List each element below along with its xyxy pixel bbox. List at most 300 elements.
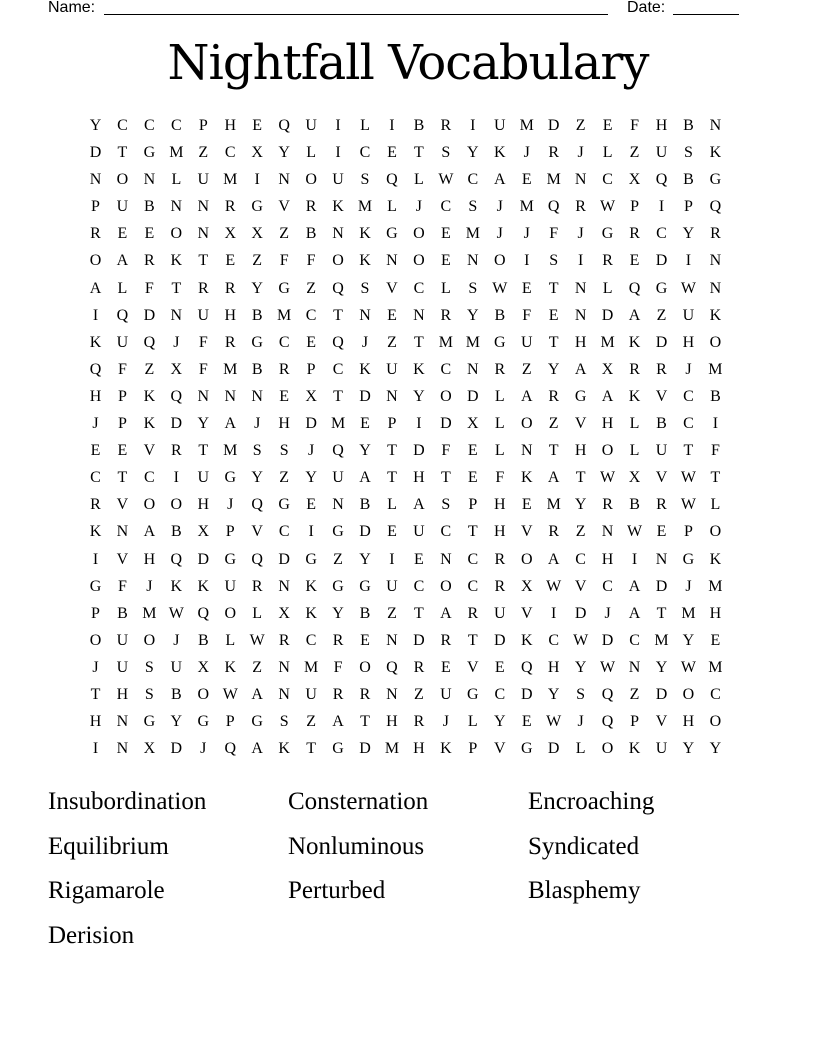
grid-letter: F	[117, 360, 127, 378]
grid-letter: B	[710, 387, 721, 405]
grid-letter: L	[387, 496, 397, 514]
grid-letter: I	[92, 740, 99, 758]
grid-letter: Z	[414, 685, 424, 703]
grid-letter: G	[251, 198, 263, 216]
grid-letter: T	[710, 469, 721, 487]
grid-letter: U	[493, 117, 506, 134]
grid-letter: A	[251, 685, 263, 703]
grid-letter: U	[116, 198, 129, 216]
date-label: Date:	[627, 0, 666, 16]
grid-letter: I	[308, 523, 314, 541]
grid-letter: D	[601, 306, 614, 324]
grid-letter: U	[332, 469, 344, 487]
grid-letter: L	[710, 496, 721, 514]
grid-letter: X	[170, 360, 183, 378]
grid-letter: Z	[252, 252, 263, 270]
grid-letter: V	[116, 550, 129, 568]
grid-letter: M	[708, 577, 723, 595]
grid-letter: R	[494, 550, 506, 568]
grid-letter: F	[198, 333, 208, 351]
grid-letter: E	[360, 631, 370, 649]
grid-letter: G	[89, 577, 102, 595]
grid-letter: N	[278, 577, 290, 595]
grid-letter: V	[143, 442, 156, 460]
grid-letter: A	[116, 252, 129, 270]
grid-letter: C	[305, 631, 317, 649]
grid-letter: I	[551, 604, 557, 622]
grid-letter: T	[198, 442, 209, 460]
grid-letter: V	[574, 415, 587, 433]
grid-letter: Z	[575, 523, 586, 541]
grid-letter: N	[574, 171, 587, 189]
grid-letter: U	[116, 631, 129, 649]
grid-letter: Y	[467, 144, 479, 162]
grid-letter: O	[440, 387, 452, 405]
grid-letter: L	[494, 442, 505, 460]
worksheet-header	[48, 0, 748, 19]
grid-letter: E	[440, 658, 451, 676]
grid-letter: X	[601, 360, 614, 378]
grid-letter: Q	[143, 333, 156, 351]
grid-letter: E	[306, 496, 316, 514]
grid-letter: K	[305, 577, 317, 595]
grid-row	[82, 708, 729, 735]
word-list-item: Insubordination	[48, 788, 207, 815]
grid-letter: I	[335, 117, 341, 134]
grid-letter: J	[173, 333, 180, 351]
grid-letter: N	[116, 740, 129, 758]
grid-letter: O	[413, 252, 425, 270]
grid-letter: K	[709, 550, 722, 568]
grid-letter: P	[387, 415, 397, 433]
grid-letter: M	[169, 144, 184, 162]
grid-letter: E	[440, 252, 451, 270]
grid-letter: I	[416, 415, 422, 433]
grid-letter: U	[305, 685, 317, 703]
grid-letter: Z	[279, 469, 290, 487]
grid-letter: Y	[709, 740, 722, 758]
grid-letter: Q	[224, 740, 237, 758]
grid-letter: R	[548, 387, 560, 405]
grid-letter: E	[387, 144, 397, 162]
grid-letter: C	[656, 225, 667, 243]
grid-letter: D	[413, 631, 425, 649]
grid-letter: H	[574, 442, 587, 460]
grid-letter: X	[278, 604, 290, 622]
grid-letter: O	[305, 171, 317, 189]
grid-letter: J	[415, 198, 423, 216]
grid-letter: D	[655, 252, 668, 270]
grid-letter: E	[414, 550, 424, 568]
grid-letter: X	[224, 225, 237, 243]
grid-letter: Y	[574, 496, 587, 514]
grid-letter: D	[547, 740, 560, 758]
grid-letter: O	[332, 252, 344, 270]
grid-letter: H	[386, 713, 398, 731]
grid-letter: P	[468, 496, 478, 514]
grid-letter: A	[628, 306, 641, 324]
grid-letter: Y	[413, 387, 425, 405]
grid-letter: L	[252, 604, 263, 622]
grid-letter: B	[117, 604, 128, 622]
grid-letter: Q	[332, 333, 344, 351]
grid-letter: S	[468, 198, 478, 216]
grid-letter: S	[441, 496, 451, 514]
grid-letter: A	[547, 469, 560, 487]
grid-letter: C	[602, 171, 613, 189]
grid-letter: S	[576, 685, 586, 703]
grid-letter: N	[467, 360, 479, 378]
grid-letter: R	[575, 198, 586, 216]
grid-letter: Z	[521, 360, 532, 378]
grid-letter: B	[171, 685, 182, 703]
grid-letter: B	[683, 117, 694, 134]
grid-letter: N	[413, 306, 425, 324]
grid-letter: I	[92, 550, 99, 568]
grid-letter: G	[143, 144, 156, 162]
grid-letter: M	[654, 631, 669, 649]
grid-letter: E	[225, 252, 236, 270]
grid-letter: O	[170, 496, 183, 514]
grid-letter: U	[655, 442, 668, 460]
grid-letter: X	[628, 171, 641, 189]
grid-letter: G	[682, 550, 695, 568]
grid-letter: C	[305, 306, 317, 324]
grid-letter: K	[359, 225, 371, 243]
grid-letter: C	[440, 523, 452, 541]
grid-letter: J	[685, 577, 692, 595]
grid-letter: G	[278, 496, 290, 514]
grid-letter: U	[305, 117, 317, 134]
grid-letter: F	[279, 252, 289, 270]
grid-letter: K	[332, 198, 344, 216]
grid-letter: F	[630, 117, 639, 134]
grid-letter: Y	[197, 415, 210, 433]
grid-letter: K	[709, 144, 722, 162]
grid-letter: R	[332, 631, 344, 649]
grid-letter: U	[493, 604, 506, 622]
page-title: Nightfall Vocabulary	[167, 35, 649, 91]
grid-letter: D	[655, 577, 668, 595]
grid-letter: A	[628, 577, 641, 595]
grid-letter: Z	[387, 604, 397, 622]
grid-letter: U	[413, 523, 425, 541]
grid-letter: E	[440, 225, 451, 243]
grid-letter: R	[602, 496, 613, 514]
grid-letter: W	[680, 469, 696, 487]
grid-letter: T	[656, 604, 667, 622]
grid-letter: J	[200, 740, 207, 758]
grid-letter: N	[197, 225, 210, 243]
grid-letter: F	[522, 306, 532, 324]
grid-letter: V	[520, 604, 533, 622]
grid-letter: D	[601, 631, 614, 649]
grid-letter: W	[438, 171, 454, 189]
grid-letter: U	[224, 577, 237, 595]
grid-letter: A	[574, 360, 587, 378]
grid-letter: Q	[89, 360, 102, 378]
grid-letter: G	[467, 685, 479, 703]
grid-letter: C	[171, 117, 182, 134]
grid-letter: I	[631, 550, 638, 568]
grid-letter: S	[252, 442, 262, 460]
grid-letter: S	[360, 171, 370, 189]
grid-letter: O	[709, 333, 722, 351]
grid-letter: T	[117, 144, 128, 162]
grid-letter: Q	[116, 306, 129, 324]
grid-letter: G	[197, 713, 210, 731]
grid-letter: B	[683, 171, 694, 189]
grid-letter: P	[198, 117, 208, 134]
grid-letter: G	[224, 469, 237, 487]
grid-letter: N	[89, 171, 102, 189]
grid-letter: J	[146, 577, 153, 595]
grid-letter: S	[360, 279, 370, 297]
grid-letter: K	[170, 252, 183, 270]
grid-letter: C	[144, 117, 155, 134]
grid-row	[82, 356, 729, 383]
grid-letter: V	[520, 523, 533, 541]
grid-letter: K	[628, 333, 641, 351]
grid-letter: B	[171, 523, 182, 541]
grid-letter: T	[387, 469, 397, 487]
grid-letter: G	[709, 171, 722, 189]
grid-letter: V	[493, 740, 506, 758]
grid-letter: Z	[306, 279, 316, 297]
grid-letter: E	[521, 171, 532, 189]
grid-letter: G	[278, 279, 290, 297]
grid-letter: T	[306, 740, 316, 758]
grid-letter: O	[143, 631, 156, 649]
grid-letter: A	[520, 387, 533, 405]
grid-letter: O	[143, 496, 156, 514]
grid-letter: K	[520, 469, 533, 487]
grid-letter: H	[682, 333, 695, 351]
grid-letter: A	[251, 740, 263, 758]
grid-letter: M	[465, 225, 480, 243]
grid-letter: R	[224, 198, 236, 216]
grid-letter: O	[682, 685, 695, 703]
grid-letter: K	[520, 631, 533, 649]
grid-letter: D	[413, 442, 425, 460]
grid-letter: W	[680, 496, 696, 514]
grid-letter: P	[225, 523, 235, 541]
grid-letter: H	[413, 740, 425, 758]
grid-letter: Z	[279, 225, 290, 243]
grid-letter: J	[577, 144, 584, 162]
grid-letter: N	[574, 306, 587, 324]
grid-letter: C	[413, 279, 425, 297]
grid-letter: Y	[89, 117, 102, 134]
grid-letter: B	[359, 604, 371, 622]
grid-letter: O	[413, 225, 425, 243]
grid-letter: M	[223, 442, 238, 460]
grid-row	[82, 681, 729, 708]
grid-letter: M	[681, 604, 696, 622]
grid-row	[82, 302, 729, 329]
grid-letter: W	[626, 523, 643, 541]
grid-letter: K	[305, 604, 317, 622]
grid-letter: L	[629, 442, 640, 460]
grid-letter: D	[278, 550, 290, 568]
grid-letter: X	[305, 387, 317, 405]
grid-letter: H	[655, 117, 668, 134]
grid-letter: H	[574, 333, 587, 351]
grid-letter: T	[575, 469, 586, 487]
grid-letter: Z	[629, 685, 640, 703]
grid-letter: H	[682, 713, 695, 731]
grid-letter: Z	[629, 144, 640, 162]
grid-letter: I	[524, 252, 530, 270]
grid-letter: O	[601, 740, 614, 758]
grid-letter: W	[492, 279, 508, 297]
grid-letter: N	[467, 252, 479, 270]
grid-row	[82, 546, 729, 573]
grid-letter: U	[655, 740, 668, 758]
grid-letter: C	[575, 550, 586, 568]
grid-letter: R	[548, 144, 560, 162]
grid-letter: S	[468, 279, 478, 297]
grid-letter: E	[144, 225, 155, 243]
grid-letter: Q	[655, 171, 668, 189]
grid-letter: S	[279, 442, 289, 460]
grid-letter: X	[251, 225, 263, 243]
grid-letter: K	[278, 740, 290, 758]
grid-row	[82, 518, 729, 545]
grid-letter: M	[600, 333, 615, 351]
grid-letter: F	[333, 658, 343, 676]
grid-letter: Q	[251, 496, 263, 514]
grid-letter: E	[494, 658, 505, 676]
grid-letter: U	[197, 306, 210, 324]
grid-letter: S	[683, 144, 693, 162]
grid-row	[82, 275, 729, 302]
grid-letter: K	[413, 360, 425, 378]
grid-letter: I	[389, 550, 395, 568]
grid-letter: V	[278, 198, 290, 216]
grid-letter: N	[116, 523, 129, 541]
grid-letter: V	[116, 496, 129, 514]
grid-letter: L	[225, 631, 236, 649]
grid-letter: E	[387, 306, 397, 324]
grid-letter: H	[143, 550, 156, 568]
grid-letter: S	[549, 252, 559, 270]
grid-row	[82, 166, 729, 193]
word-list-item: Nonluminous	[288, 832, 425, 860]
grid-letter: K	[628, 387, 641, 405]
word-list-item: Equilibrium	[48, 832, 169, 860]
grid-letter: L	[602, 144, 613, 162]
grid-letter: O	[197, 685, 210, 703]
grid-letter: B	[413, 117, 425, 134]
grid-letter: R	[278, 360, 290, 378]
grid-letter: M	[303, 658, 319, 676]
grid-row	[82, 139, 729, 166]
grid-letter: L	[414, 171, 424, 189]
grid-letter: H	[224, 306, 237, 324]
name-blank-line	[104, 14, 608, 15]
grid-letter: R	[548, 523, 560, 541]
grid-letter: O	[440, 577, 452, 595]
grid-letter: Q	[278, 117, 290, 134]
word-list-item: Encroaching	[528, 788, 655, 815]
grid-letter: F	[441, 442, 451, 460]
grid-letter: N	[709, 279, 722, 297]
grid-letter: J	[442, 713, 449, 731]
grid-letter: C	[467, 550, 479, 568]
grid-letter: T	[683, 442, 694, 460]
grid-letter: P	[630, 198, 639, 216]
grid-letter: B	[629, 496, 640, 514]
grid-letter: W	[680, 279, 696, 297]
grid-letter: Y	[170, 713, 183, 731]
grid-letter: C	[629, 631, 640, 649]
grid-letter: K	[628, 740, 641, 758]
grid-letter: K	[197, 577, 210, 595]
grid-letter: X	[197, 658, 210, 676]
grid-letter: S	[441, 144, 451, 162]
grid-letter: Y	[547, 360, 560, 378]
grid-letter: M	[277, 306, 292, 324]
grid-letter: T	[387, 442, 397, 460]
word-search-grid	[82, 112, 729, 762]
grid-row	[82, 491, 729, 518]
grid-letter: N	[709, 252, 722, 270]
grid-letter: L	[306, 144, 316, 162]
grid-letter: J	[496, 198, 503, 216]
grid-letter: A	[89, 279, 102, 297]
grid-letter: G	[574, 387, 587, 405]
grid-letter: B	[144, 198, 155, 216]
grid-letter: U	[655, 144, 668, 162]
grid-letter: F	[198, 360, 208, 378]
grid-letter: M	[708, 658, 723, 676]
grid-letter: W	[546, 713, 562, 731]
grid-letter: P	[683, 523, 693, 541]
grid-letter: U	[386, 360, 398, 378]
grid-letter: J	[577, 713, 584, 731]
grid-letter: U	[386, 577, 398, 595]
grid-letter: P	[225, 713, 235, 731]
grid-row	[82, 654, 729, 681]
grid-letter: H	[197, 496, 210, 514]
grid-letter: C	[440, 198, 452, 216]
grid-letter: A	[547, 550, 560, 568]
grid-letter: N	[197, 387, 210, 405]
grid-letter: X	[628, 469, 641, 487]
grid-letter: Q	[547, 198, 560, 216]
grid-letter: G	[655, 279, 668, 297]
grid-letter: B	[251, 306, 263, 324]
grid-letter: T	[198, 252, 209, 270]
grid-letter: H	[601, 415, 614, 433]
grid-letter: D	[305, 415, 317, 433]
grid-letter: Q	[251, 550, 263, 568]
grid-row	[82, 383, 729, 410]
grid-letter: L	[171, 171, 182, 189]
grid-letter: B	[656, 415, 667, 433]
grid-letter: D	[170, 415, 183, 433]
grid-letter: R	[144, 252, 155, 270]
grid-letter: P	[468, 740, 478, 758]
grid-letter: X	[520, 577, 533, 595]
grid-letter: O	[359, 658, 371, 676]
grid-letter: G	[332, 740, 344, 758]
grid-letter: U	[170, 658, 183, 676]
grid-letter: N	[386, 631, 398, 649]
grid-letter: P	[91, 198, 100, 216]
grid-letter: B	[359, 496, 371, 514]
